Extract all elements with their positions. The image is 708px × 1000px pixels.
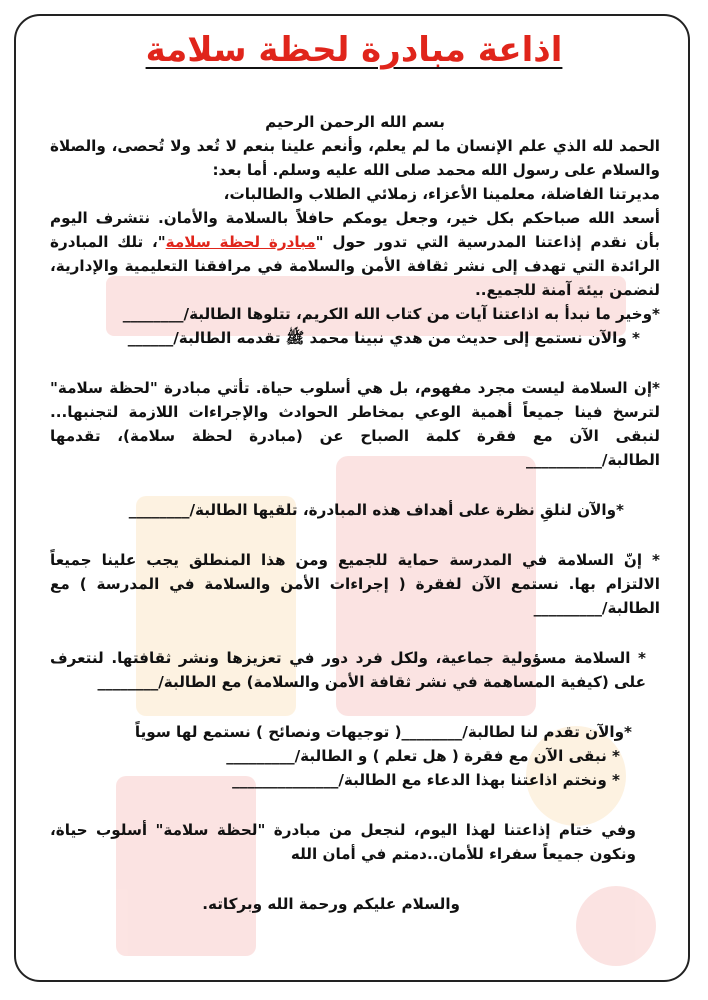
segment-procedures: * إنّ السلامة في المدرسة حماية للجميع ومن هذا المنطلق يجب علينا جميعاً الالتزام بها. نستمع الآن لفقرة ( إجراءات الأمن والسلامة في المدرسة ) مع الطالبة/_________ [50,551,660,617]
segment-morning-word: *إن السلامة ليست مجرد مفهوم، بل هي أسلوب حياة. تأتي مبادرة "لحظة سلامة" لترسخ فينا جميعاً أهمية الوعي بمخاطر الحوادث والإجراءات اللازمة لتجنبها... لنبقى الآن مع فقرة كلمة الصباح عن (مبادرة لحظة سلامة)، تقدمها الطالبة/__________ [50,379,660,469]
opening-praise: الحمد لله الذي علم الإنسان ما لم يعلم، وأنعم علينا بنعم لا تُعد ولا تُحصى، والصلاة والسلام على رسول الله محمد صلى الله عليه وسلم. أما بعد: [50,137,660,179]
introduction-paragraph [50,206,660,302]
page-title: اذاعة مبادرة لحظة سلامة [145,30,563,70]
segment-responsibility: * السلامة مسؤولية جماعية، ولكل فرد دور في تعزيزها ونشر ثقافتها. لنتعرف على (كيفية المساهمة في نشر ثقافة الأمن والسلامة) مع الطالبة/________ [50,649,646,691]
greeting-audience: مديرتنا الفاضلة، معلمينا الأعزاء، زملائي الطلاب والطالبات، [223,185,660,203]
segment-quran: *وخير ما نبدأ به اذاعتنا آيات من كتاب الله الكريم، تتلوها الطالبة/________ [122,305,660,323]
segment-did-you-know: * نبقى الآن مع فقرة ( هل تعلم ) و الطالبة/_________ [226,747,620,765]
basmala: بسم الله الرحمن الرحيم [265,113,445,131]
initiative-name-highlight: مبادرة لحظة سلامة [165,233,316,251]
closing-salam: والسلام عليكم ورحمة الله وبركاته. [202,895,460,913]
segment-goals: *والآن لنلقِ نظرة على أهداف هذه المبادرة، تلقيها الطالبة/________ [128,501,624,519]
introduction-text-end: "، تلك المبادرة الرائدة التي تهدف إلى نشر ثقافة الأمن والسلامة في مرافقنا التعليمية والإدارية، لنضمن بيئة آمنة للجميع.. [50,233,660,299]
segment-dua: * ونختم اذاعتنا بهذا الدعاء مع الطالبة/______________ [232,771,620,789]
introduction-text-start: أسعد الله صباحكم بكل خير، وجعل يومكم حافلاً بالسلامة والأمان. نتشرف اليوم بأن نقدم إذاعتنا المدرسية التي تدور حول [50,209,660,251]
broadcast-text [50,110,660,916]
segment-advice: *والآن تقدم لنا لطالبة/________( توجيهات ونصائح ) نستمع لها سوياً [134,723,632,741]
segment-hadith: * والآن نستمع إلى حديث من هدي نبينا محمد ﷺ تقدمه الطالبة/______ [127,329,640,347]
quote-mark: " [315,233,324,251]
closing-paragraph: وفي ختام إذاعتنا لهذا اليوم، لنجعل من مبادرة "لحظة سلامة" أسلوب حياة، ونكون جميعاً سفراء للأمان..دمتم في أمان الله [50,821,636,863]
